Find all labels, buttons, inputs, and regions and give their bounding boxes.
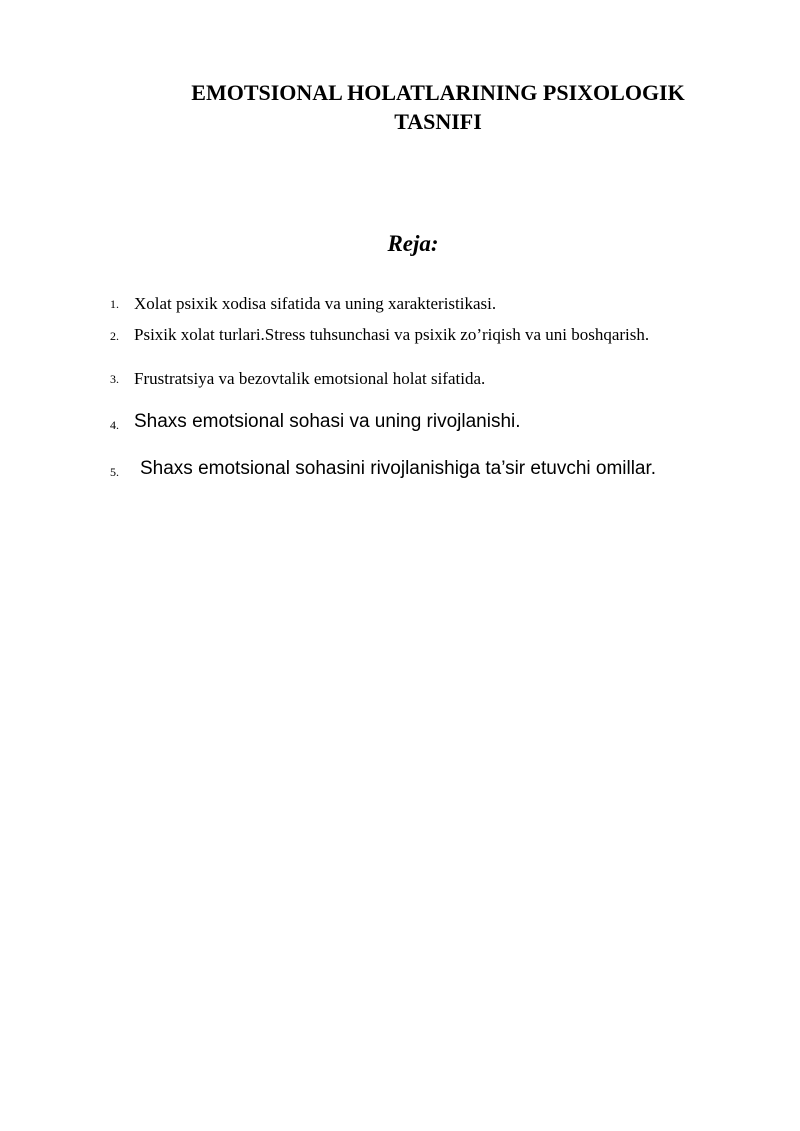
title-line-2: TASNIFI — [394, 109, 482, 134]
plan-item-number: 4. — [110, 418, 119, 432]
plan-item-number: 5. — [110, 465, 119, 479]
plan-item-number: 1. — [110, 297, 119, 311]
plan-item-text: Xolat psixik xodisa sifatida va uning xarakteristikasi. — [134, 294, 497, 313]
plan-item-number: 3. — [110, 372, 119, 386]
plan-item-number: 2. — [110, 329, 119, 343]
document-title — [120, 78, 756, 136]
plan-item-text: Shaxs emotsional sohasini rivojlanishiga ta’sir etuvchi omillar. — [140, 458, 657, 479]
title-line-1: EMOTSIONAL HOLATLARINING PSIXOLOGIK — [191, 80, 685, 105]
plan-heading: Reja: — [387, 231, 439, 256]
plan-item-text: Psixik xolat turlari.Stress tuhsunchasi va psixik zo’riqish va uni boshqarish. — [134, 325, 650, 344]
plan-item-text: Shaxs emotsional sohasi va uning rivojlanishi. — [134, 411, 521, 432]
plan-item-text: Frustratsiya va bezovtalik emotsional holat sifatida. — [134, 369, 486, 388]
